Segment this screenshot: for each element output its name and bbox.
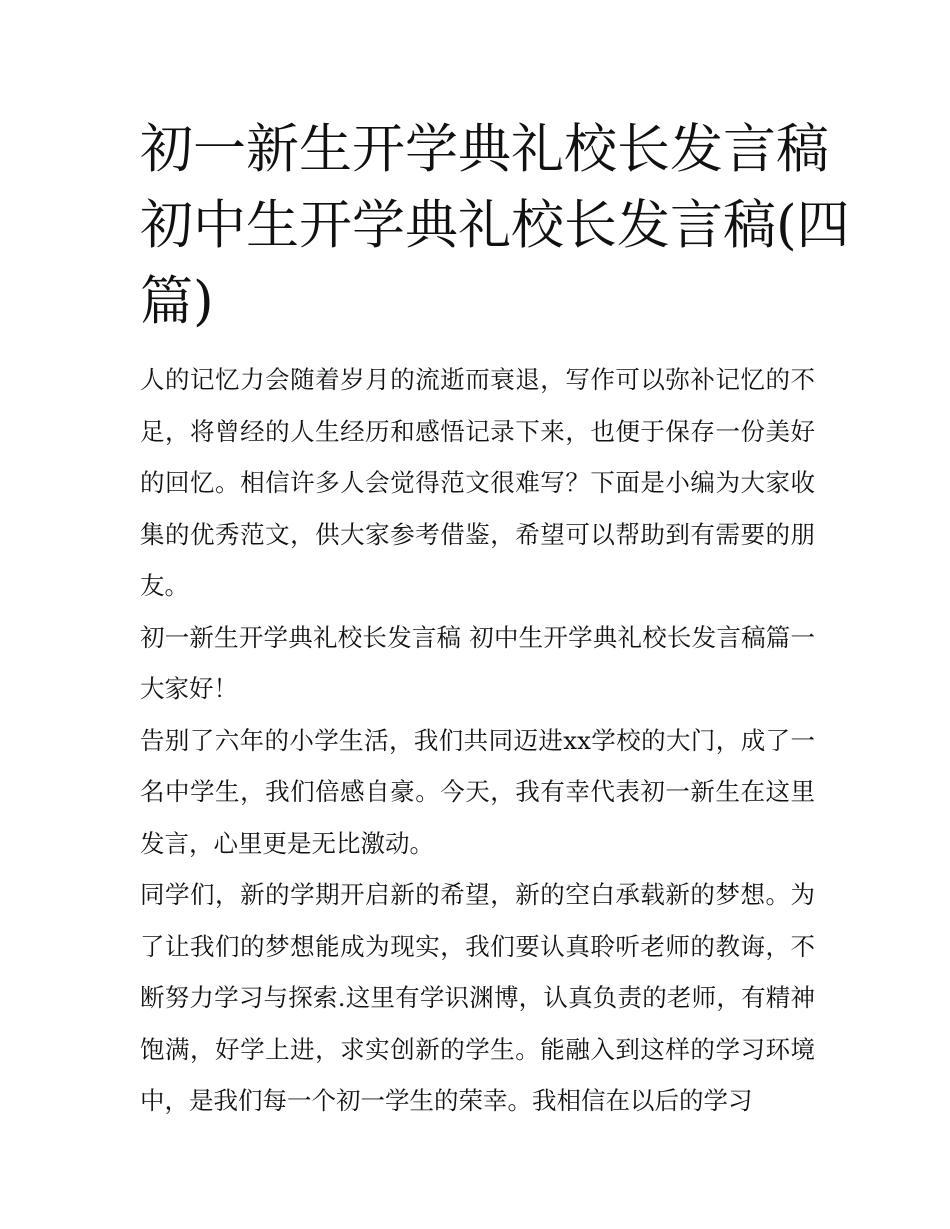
title-line: 篇) [140, 271, 214, 332]
title-line: 初中生开学典礼校长发言稿(四 [140, 195, 850, 256]
document-body [140, 354, 815, 1127]
section-heading-paragraph: 初一新生开学典礼校长发言稿 初中生开学典礼校长发言稿篇一 大家好！ [140, 622, 815, 703]
title-line: 初一新生开学典礼校长发言稿 [140, 119, 829, 180]
intro-paragraph: 人的记忆力会随着岁月的流逝而衰退，写作可以弥补记忆的不足，将曾经的人生经历和感悟记录下来，也便于保存一份美好的回忆。相信许多人会觉得范文很难写？下面是小编为大家收集的优秀范文，供大家参考借鉴，希望可以帮助到有需要的朋友。 [140, 365, 815, 600]
document-title [140, 112, 850, 340]
body-paragraph: 同学们，新的学期开启新的希望，新的空白承载新的梦想。为了让我们的梦想能成为现实，我们要认真聆听老师的教诲，不断努力学习与探索.这里有学识渊博，认真负责的老师，有精神饱满，好学上进，求实创新的学生。能融入到这样的学习环境中，是我们每一个初一学生的荣幸。我相信在以后的学习 [140, 880, 815, 1115]
document-page [140, 112, 850, 1127]
body-paragraph: 告别了六年的小学生活，我们共同迈进xx学校的大门，成了一名中学生，我们倍感自豪。今天，我有幸代表初一新生在这里发言，心里更是无比激动。 [140, 725, 815, 858]
